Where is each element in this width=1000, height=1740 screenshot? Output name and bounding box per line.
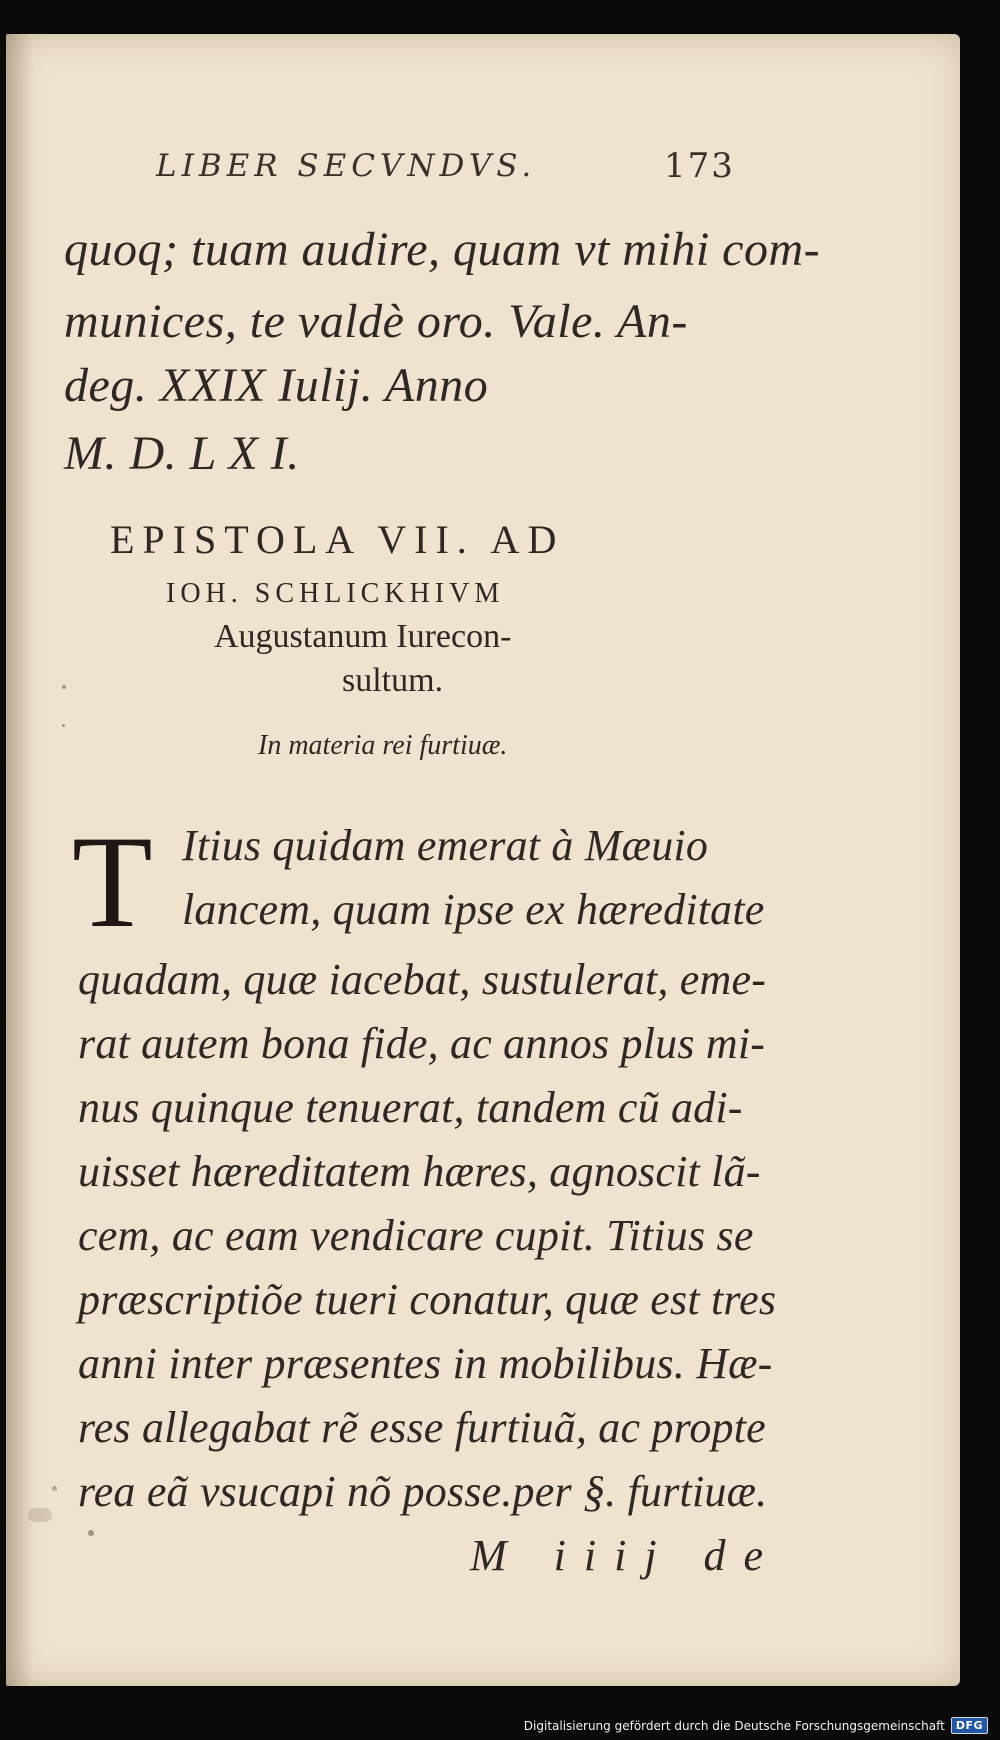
body-line-3: quadam, quæ iacebat, sustulerat, eme- <box>78 955 767 1004</box>
page-number: 173 <box>664 146 735 186</box>
running-head: LIBER SECVNDVS. <box>156 148 537 184</box>
letter-heading-line-3: Augustanum Iurecon- <box>214 618 512 655</box>
pre-heading-line-1: quoq; tuam audire, quam vt mihi com- <box>64 223 821 276</box>
catchwords-line: M iiij de <box>470 1531 782 1580</box>
body-line-1: Itius quidam emerat à Mæuio <box>182 821 709 870</box>
body-line-11: rea eã vsucapi nõ posse.per §. furtiuæ. <box>78 1467 768 1516</box>
scan-footer <box>524 1717 988 1734</box>
paper-stain <box>28 1508 52 1522</box>
paper-speck <box>62 685 66 689</box>
body-line-5: nus quinque tenuerat, tandem cũ adi- <box>78 1083 743 1132</box>
pre-heading-line-2: munices, te valdè oro. Vale. An- <box>64 295 688 348</box>
body-line-7: cem, ac eam vendicare cupit. Titius se <box>78 1211 754 1260</box>
page-gutter-shadow <box>6 34 34 1686</box>
body-line-6: uisset hæreditatem hæres, agnoscit lã- <box>78 1147 761 1196</box>
drop-cap-initial: T <box>72 808 153 955</box>
paper-speck <box>62 724 65 727</box>
paper-speck <box>88 1530 94 1536</box>
book-page <box>6 34 960 1686</box>
paper-speck <box>52 1486 57 1491</box>
letter-subtitle: In materia rei furtiuæ. <box>258 730 508 761</box>
pre-heading-line-4: M. D. L X I. <box>64 427 300 480</box>
body-line-8: præscriptiõe tueri conatur, quæ est tres <box>78 1275 777 1324</box>
footer-text: Digitalisierung gefördert durch die Deutsche Forschungsgemeinschaft <box>523 1718 945 1733</box>
pre-heading-line-3: deg. XXIX Iulij. Anno <box>64 359 489 412</box>
letter-heading-line-4: sultum. <box>342 662 444 699</box>
body-line-2: lancem, quam ipse ex hæreditate <box>182 885 765 934</box>
letter-heading-line-1: EPISTOLA VII. AD <box>110 517 565 562</box>
body-line-10: res allegabat rẽ esse furtiuã, ac propte <box>78 1403 766 1452</box>
body-line-4: rat autem bona fide, ac annos plus mi- <box>78 1019 766 1068</box>
body-line-9: anni inter præsentes in mobilibus. Hæ- <box>78 1339 773 1388</box>
dfg-badge: DFG <box>951 1717 988 1734</box>
letter-heading-line-2: IOH. SCHLICKHIVM <box>166 578 505 609</box>
